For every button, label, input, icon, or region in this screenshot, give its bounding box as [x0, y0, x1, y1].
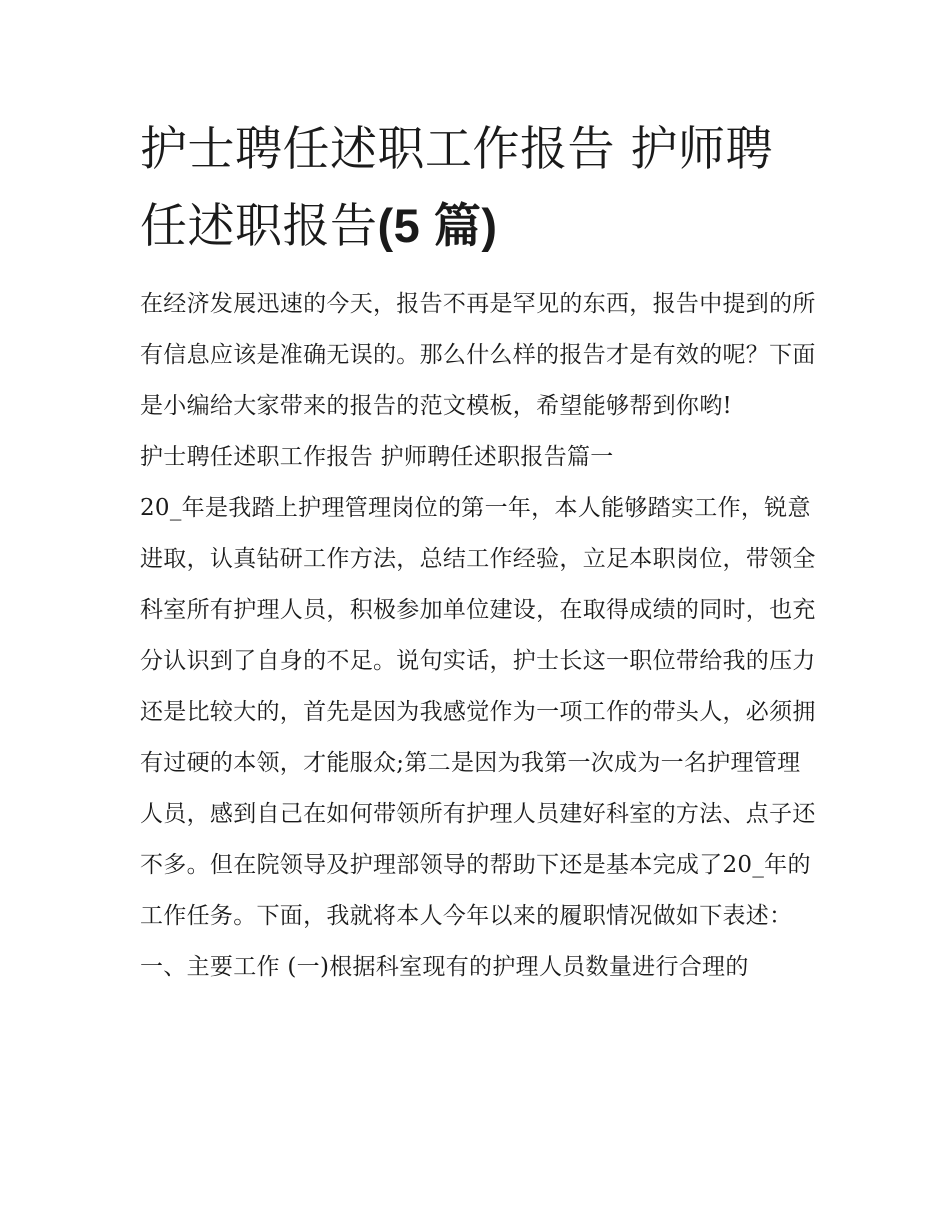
intro-paragraph: 在经济发展迅速的今天，报告不再是罕见的东西，报告中提到的所有信息应该是准确无误的。那么什么样的报告才是有效的呢？下面是小编给大家带来的报告的范文模板，希望能够帮到你哟! [140, 291, 816, 419]
document-page [140, 112, 820, 993]
title-count: (5 篇) [377, 199, 498, 252]
body-paragraph: 20_年是我踏上护理管理岗位的第一年，本人能够踏实工作，锐意进取，认真钻研工作方法，总结工作经验，立足本职岗位，带领全科室所有护理人员，积极参加单位建设，在取得成绩的同时，也充分认识到了自身的不足。说句实话，护士长这一职位带给我的压力还是比较大的，首先是因为我感觉作为一项工作的带头人，必须拥有过硬的本领，才能服众;第二是因为我第一次成为一名护理管理人员，感到自己在如何带领所有护理人员建好科室的方法、点子还不多。但在院领导及护理部领导的帮助下还是基本完成了20_年的工作任务。下面，我就将本人今年以来的履职情况做如下表述： [140, 495, 816, 929]
title-line-1: 护士聘任述职工作报告 护师聘 [140, 122, 773, 177]
document-title [140, 112, 820, 265]
body-paragraph-continued: 一、主要工作 (一)根据科室现有的护理人员数量进行合理的 [140, 954, 749, 980]
title-line-2: 任述职报告 [140, 199, 378, 254]
section-heading: 护士聘任述职工作报告 护师聘任述职报告篇一 [140, 444, 614, 470]
